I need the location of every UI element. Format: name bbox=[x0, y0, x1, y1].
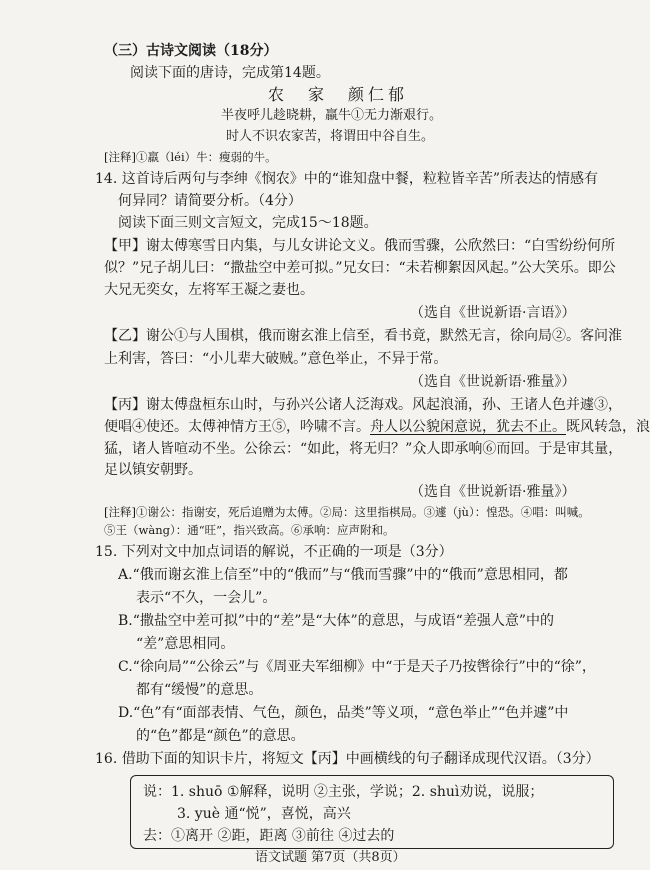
option-d-line-2: 的“色”都是“颜色”的意思。 bbox=[136, 728, 305, 744]
option-b-line-2: “差”意思相同。 bbox=[136, 636, 235, 652]
text-yi-line-2: 上利害，答曰：“小儿辈大破贼。”意色举止，不异于常。 bbox=[104, 351, 448, 367]
text-yi-line-1: 【乙】谢公①与人围棋，俄而谢玄淮上信至，看书竟，默然无言，徐向局②。客问淮 bbox=[104, 328, 622, 344]
section-intro: 阅读下面的唐诗，完成第14题。 bbox=[130, 65, 330, 81]
question-16-stem: 16. 借助下面的知识卡片，将短文【丙】中画横线的句子翻译成现代汉语。（3分） bbox=[95, 751, 600, 767]
text-yi-source: （选自《世说新语·雅量》） bbox=[410, 374, 576, 390]
option-c-line-2: 都有“缓慢”的意思。 bbox=[136, 682, 263, 698]
option-b-line-1: B.“撒盐空中差可拟”中的“差”是“大体”的意思，与成语“差强人意”中的 bbox=[118, 613, 554, 629]
text-bing-line-2-end: 既风转急，浪 bbox=[566, 419, 650, 435]
option-d-line-1: D.“色”有“面部表情、气色，颜色，品类”等义项，“意色举止”“色并遽”中 bbox=[118, 705, 569, 721]
question-14-line-2: 何异同？请简要分析。（4分） bbox=[118, 193, 302, 209]
page-footer: 语文试题 第7页（共8页） bbox=[255, 850, 406, 865]
knowledge-card bbox=[130, 775, 614, 849]
text-jia-source: （选自《世说新语·言语》） bbox=[410, 305, 576, 321]
poem-line-2: 时人不识农家苦，将谓田中谷自生。 bbox=[226, 129, 435, 144]
card-line-2: 3. yuè 通“悦”，喜悦，高兴 bbox=[177, 806, 351, 822]
text-bing-line-4: 足以镇安朝野。 bbox=[104, 462, 202, 478]
question-15-stem: 15. 下列对文中加点词语的解说，不正确的一项是（3分） bbox=[95, 544, 453, 560]
poem-note: [注释]①羸（léi）牛：瘦弱的牛。 bbox=[104, 150, 277, 164]
text-bing-line-2-start: 便唱④使还。太傅神情方王⑤，吟啸不言。 bbox=[104, 419, 370, 435]
text-jia-line-2: 似？”兄子胡儿曰：“撒盐空中差可拟。”兄女曰：“未若柳絮因风起。”公大笑乐。即公 bbox=[104, 260, 616, 276]
card-line-1: 说：1. shuō ①解释，说明 ②主张，学说；2. shuì劝说，说服； bbox=[143, 784, 544, 800]
notes-line-2: ⑤王（wàng）：通“旺”，指兴致高。⑥承响：应声附和。 bbox=[104, 523, 395, 537]
card-line-3: 去：①离开 ②距，距离 ③前往 ④过去的 bbox=[143, 828, 395, 844]
section-heading: （三）古诗文阅读（18分） bbox=[104, 43, 278, 59]
text-bing-line-2 bbox=[104, 418, 650, 436]
option-a-line-1: A.“俄而谢玄淮上信至”中的“俄而”与“俄而雪骤”中的“俄而”意思相同，都 bbox=[118, 567, 568, 583]
text-jia-line-3: 大兄无奕女，左将军王凝之妻也。 bbox=[104, 282, 314, 298]
prose-intro: 阅读下面三则文言短文，完成15～18题。 bbox=[118, 215, 378, 231]
poem-line-1: 半夜呼儿趁晓耕，羸牛①无力渐艰行。 bbox=[221, 108, 443, 123]
option-c-line-1: C.“徐向局”“公徐云”与《周亚夫军细柳》中“于是天子乃按辔徐行”中的“徐”， bbox=[118, 659, 596, 675]
question-14-line-1: 14. 这首诗后两句与李绅《悯农》中的“谁知盘中餐，粒粒皆辛苦”所表达的情感有 bbox=[95, 171, 599, 187]
text-bing-source: （选自《世说新语·雅量》） bbox=[410, 484, 576, 500]
option-a-line-2: 表示“不久，一会儿”。 bbox=[136, 590, 277, 606]
text-bing-line-1: 【丙】谢太傅盘桓东山时，与孙兴公诸人泛海戏。风起浪涌，孙、王诸人色并遽③， bbox=[104, 397, 622, 413]
notes-line-1: [注释]①谢公：指谢安，死后追赠为太傅。②局：这里指棋局。③遽（jù）：惶恐。④唱：叫喊。 bbox=[104, 505, 590, 519]
text-jia-line-1: 【甲】谢太傅寒雪日内集，与儿女讲论文义。俄而雪骤，公欣然曰：“白雪纷纷何所 bbox=[104, 238, 616, 254]
poem-title: 农 家 颜仁郁 bbox=[268, 85, 409, 104]
underlined-sentence: 舟人以公貌闲意说，犹去不止。 bbox=[370, 419, 566, 435]
text-bing-line-3: 猛，诸人皆喧动不坐。公徐云：“如此，将无归？”众人即承响⑥而回。于是审其量， bbox=[104, 441, 623, 457]
